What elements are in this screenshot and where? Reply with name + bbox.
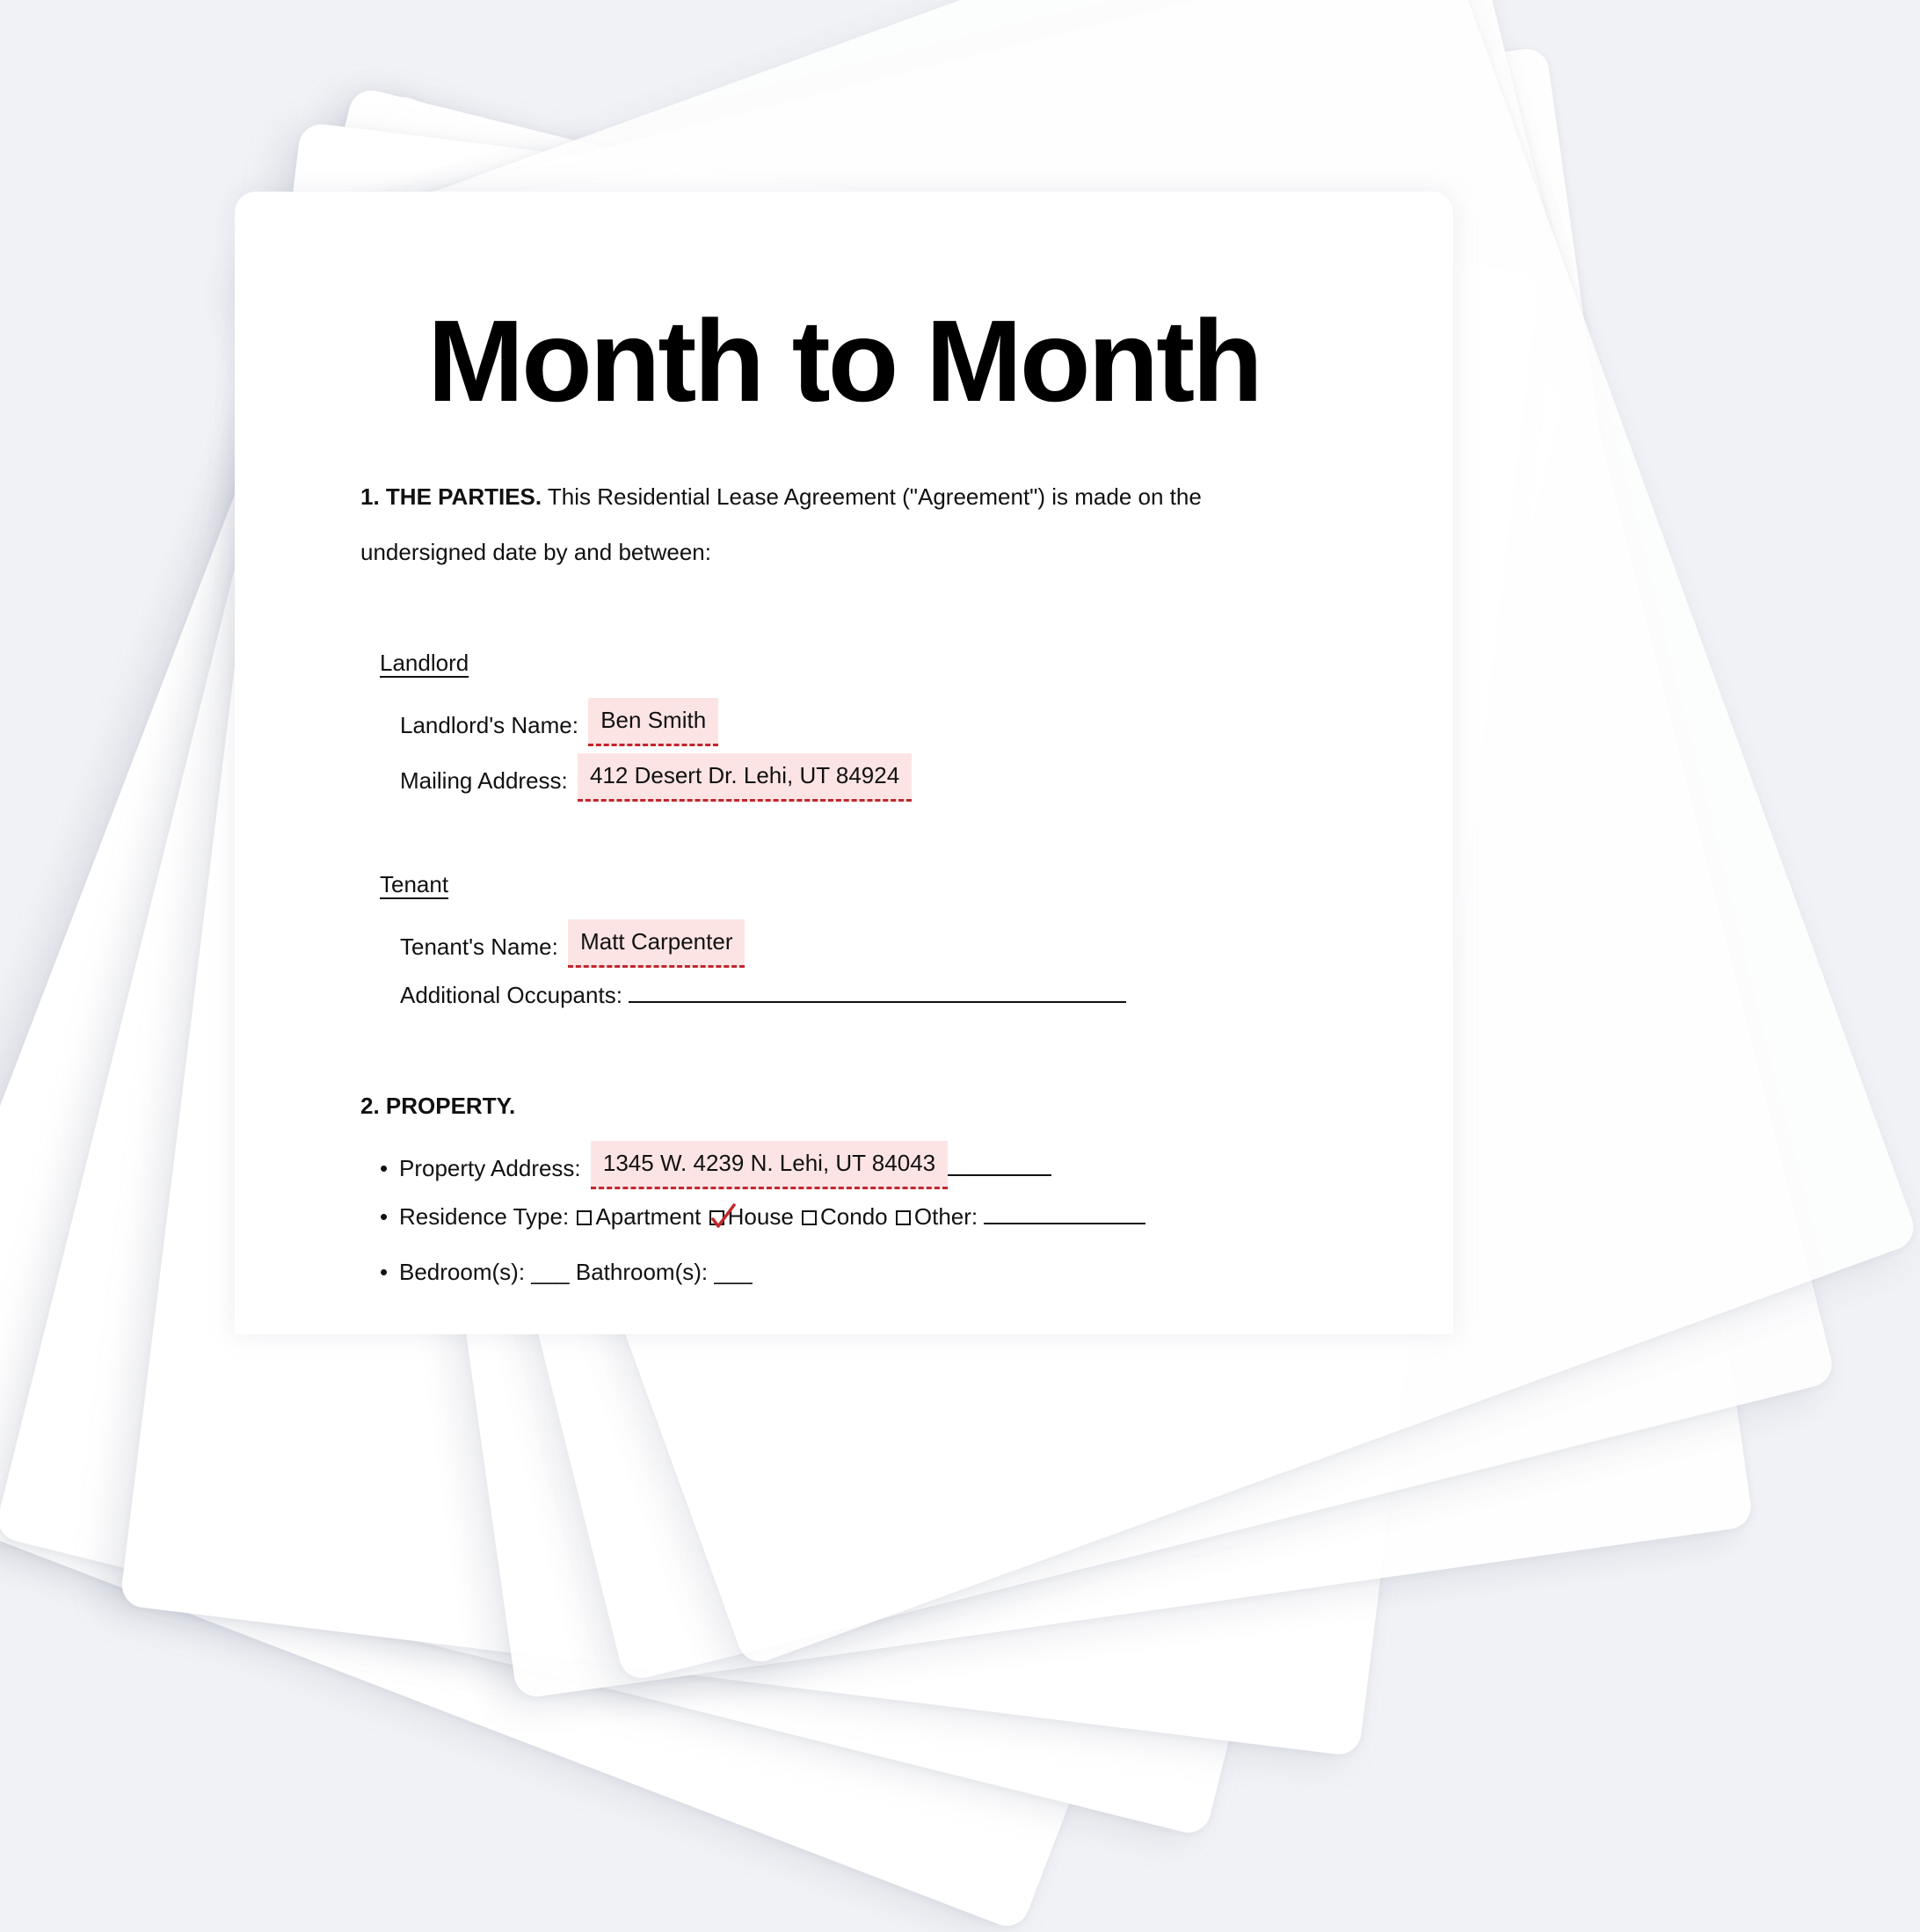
landlord-name-label: Landlord's Name: [400, 712, 578, 738]
tenant-name-field[interactable]: Matt Carpenter [568, 919, 745, 968]
property-address-row [380, 1146, 1051, 1195]
bullet: • [380, 1259, 389, 1285]
section-heading: 1. THE PARTIES. [360, 483, 542, 510]
additional-occupants-label: Additional Occupants: [400, 982, 622, 1008]
checkmark-icon [709, 1203, 738, 1230]
rooms-text: Bedroom(s): ___ Bathroom(s): ___ [399, 1259, 753, 1285]
checkbox-house-checked[interactable] [709, 1210, 724, 1225]
checkbox-other[interactable] [896, 1210, 911, 1225]
tenant-heading: Tenant [380, 871, 449, 897]
mailing-address-field[interactable]: 412 Desert Dr. Lehi, UT 84924 [578, 753, 912, 802]
checkbox-apartment[interactable] [577, 1210, 592, 1225]
mailing-address-label: Mailing Address: [400, 767, 568, 794]
document-title: Month to Month [427, 296, 1261, 425]
mailing-address-row [400, 759, 912, 807]
landlord-name-field[interactable]: Ben Smith [588, 698, 718, 746]
residence-type-label: Residence Type: [399, 1203, 570, 1230]
additional-occupants-row [400, 980, 1126, 1010]
other-residence-field[interactable] [984, 1202, 1145, 1224]
property-address-label: Property Address: [399, 1155, 581, 1181]
property-address-blank[interactable] [948, 1153, 1051, 1176]
option-other-label: Other: [913, 1203, 978, 1230]
section-text: This Residential Lease Agreement ("Agreement") is made on the [542, 483, 1202, 510]
rooms-row [380, 1257, 753, 1287]
tenant-name-row [400, 925, 745, 973]
option-condo-label: Condo [820, 1203, 888, 1230]
bullet: • [380, 1155, 389, 1181]
option-house-label: House [727, 1203, 794, 1230]
section-parties-line2: undersigned date by and between: [360, 539, 711, 565]
lease-document [235, 192, 1453, 1334]
property-address-field[interactable]: 1345 W. 4239 N. Lehi, UT 84043 [591, 1141, 948, 1189]
section-property-heading: 2. PROPERTY. [360, 1093, 516, 1119]
landlord-heading: Landlord [380, 650, 469, 676]
section-parties-line1 [360, 482, 1202, 512]
tenant-name-label: Tenant's Name: [400, 933, 558, 960]
residence-type-row [380, 1202, 1145, 1231]
checkbox-condo[interactable] [802, 1210, 817, 1225]
landlord-name-row [400, 703, 718, 752]
option-apartment-label: Apartment [595, 1203, 702, 1230]
bullet: • [380, 1203, 389, 1230]
additional-occupants-field[interactable] [629, 980, 1126, 1003]
